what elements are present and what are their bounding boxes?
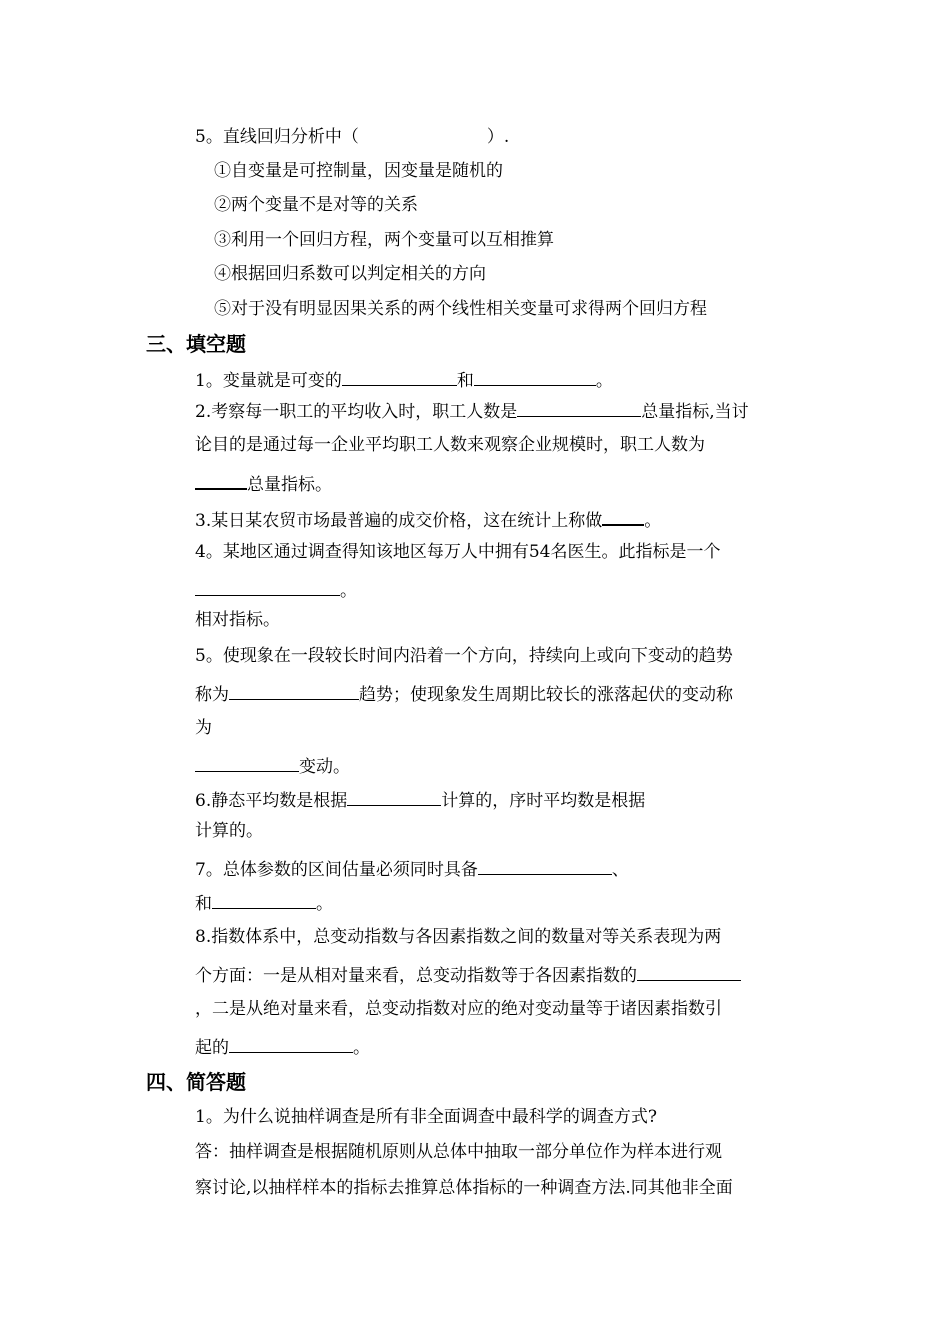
fill-q5-text-b: 趋势；使现象发生周期比较长的涨落起伏的变动称 xyxy=(359,685,733,705)
fill-blank[interactable] xyxy=(229,681,359,700)
fill-blank[interactable] xyxy=(478,856,612,875)
q5-suffix: ）. xyxy=(486,127,510,147)
fill-q7-end: 。 xyxy=(316,894,333,914)
fill-q5-line3: 为 xyxy=(195,718,212,738)
fill-q6-line2: 计算的。 xyxy=(195,821,263,841)
fill-q5-end: 变动。 xyxy=(299,757,350,777)
fill-q8-end: 。 xyxy=(353,1038,370,1058)
fill-q2-line2: 论目的是通过每一企业平均职工人数来观察企业规模时，职工人数为 xyxy=(195,435,705,455)
fill-q2-text-b: 总量指标,当讨 xyxy=(641,402,749,422)
short-answer-q1: 1。为什么说抽样调查是所有非全面调查中最科学的调查方式? xyxy=(195,1107,657,1127)
section3-heading: 三、填空题 xyxy=(146,332,246,356)
fill-q4-line1: 4。某地区通过调查得知该地区每万人中拥有54名医生。此指标是一个 xyxy=(195,542,721,562)
fill-blank[interactable] xyxy=(229,1034,353,1053)
fill-q1-text: 1。变量就是可变的 xyxy=(195,371,342,391)
fill-q7-text: 7。总体参数的区间估量必须同时具备 xyxy=(195,860,478,880)
fill-q2-text: 2.考察每一职工的平均收入时，职工人数是 xyxy=(195,402,518,422)
fill-q2-text-c: 总量指标。 xyxy=(247,475,332,495)
fill-blank[interactable] xyxy=(517,398,641,417)
fill-q8-line2 xyxy=(195,962,741,987)
fill-q5-line4 xyxy=(195,753,350,778)
fill-q8-line1: 8.指数体系中，总变动指数与各因素指数之间的数量对等关系表现为两 xyxy=(195,927,722,947)
fill-blank[interactable] xyxy=(474,367,596,386)
fill-blank[interactable] xyxy=(195,577,340,596)
fill-q4-line3: 相对指标。 xyxy=(195,610,280,630)
fill-q8-text: 个方面：一是从相对量来看，总变动指数等于各因素指数的 xyxy=(195,966,637,986)
fill-q1 xyxy=(195,367,613,392)
short-answer-a1-line1: 答：抽样调查是根据随机原则从总体中抽取一部分单位作为样本进行观 xyxy=(195,1142,722,1162)
fill-q8-line4 xyxy=(195,1034,370,1059)
fill-q1-end: 。 xyxy=(595,371,613,391)
fill-q7-sep: 、 xyxy=(611,860,629,880)
fill-q6-text: 6.静态平均数是根据 xyxy=(195,791,348,811)
fill-blank[interactable] xyxy=(195,470,247,490)
q5-option-4: ④根据回归系数可以判定相关的方向 xyxy=(214,264,486,284)
q5-option-3: ③利用一个回归方程，两个变量可以互相推算 xyxy=(214,230,554,250)
fill-q2-line3 xyxy=(195,470,332,496)
fill-q7-and: 和 xyxy=(195,894,212,914)
fill-blank[interactable] xyxy=(347,787,441,806)
fill-q5-text: 称为 xyxy=(195,685,229,705)
fill-q8-text-c: 起的 xyxy=(195,1038,229,1058)
fill-q4-end: 。 xyxy=(340,581,357,601)
fill-blank[interactable] xyxy=(602,506,644,526)
q5-option-1: ①自变量是可控制量，因变量是随机的 xyxy=(214,161,503,181)
q5-regression-stem xyxy=(195,126,509,148)
short-answer-a1-line2: 察讨论,以抽样样本的指标去推算总体指标的一种调查方法.同其他非全面 xyxy=(195,1178,733,1198)
fill-blank[interactable] xyxy=(195,753,299,772)
fill-q7-line1 xyxy=(195,856,629,881)
q5-option-5: ⑤对于没有明显因果关系的两个线性相关变量可求得两个回归方程 xyxy=(214,299,707,319)
fill-q1-and: 和 xyxy=(456,371,474,391)
q5-prefix: 5。直线回归分析中（ xyxy=(195,127,359,147)
fill-q3-text: 3.某日某农贸市场最普遍的成交价格，这在统计上称做 xyxy=(195,511,603,531)
section4-heading: 四、简答题 xyxy=(146,1070,246,1094)
fill-blank[interactable] xyxy=(342,367,457,386)
fill-blank[interactable] xyxy=(637,962,741,981)
fill-q2-line1 xyxy=(195,398,749,423)
fill-q6-text-b: 计算的，序时平均数是根据 xyxy=(441,791,646,811)
fill-q3 xyxy=(195,506,661,532)
q5-option-2: ②两个变量不是对等的关系 xyxy=(214,195,418,215)
fill-q3-end: 。 xyxy=(644,511,662,531)
fill-q6-line1 xyxy=(195,787,645,812)
fill-blank[interactable] xyxy=(212,890,316,909)
fill-q8-line3: ，二是从绝对量来看，总变动指数对应的绝对变动量等于诸因素指数引 xyxy=(195,999,722,1019)
fill-q4-line2 xyxy=(195,577,357,602)
fill-q7-line2 xyxy=(195,890,333,915)
fill-q5-line1: 5。使现象在一段较长时间内沿着一个方向，持续向上或向下变动的趋势 xyxy=(195,646,733,666)
fill-q5-line2 xyxy=(195,681,733,706)
